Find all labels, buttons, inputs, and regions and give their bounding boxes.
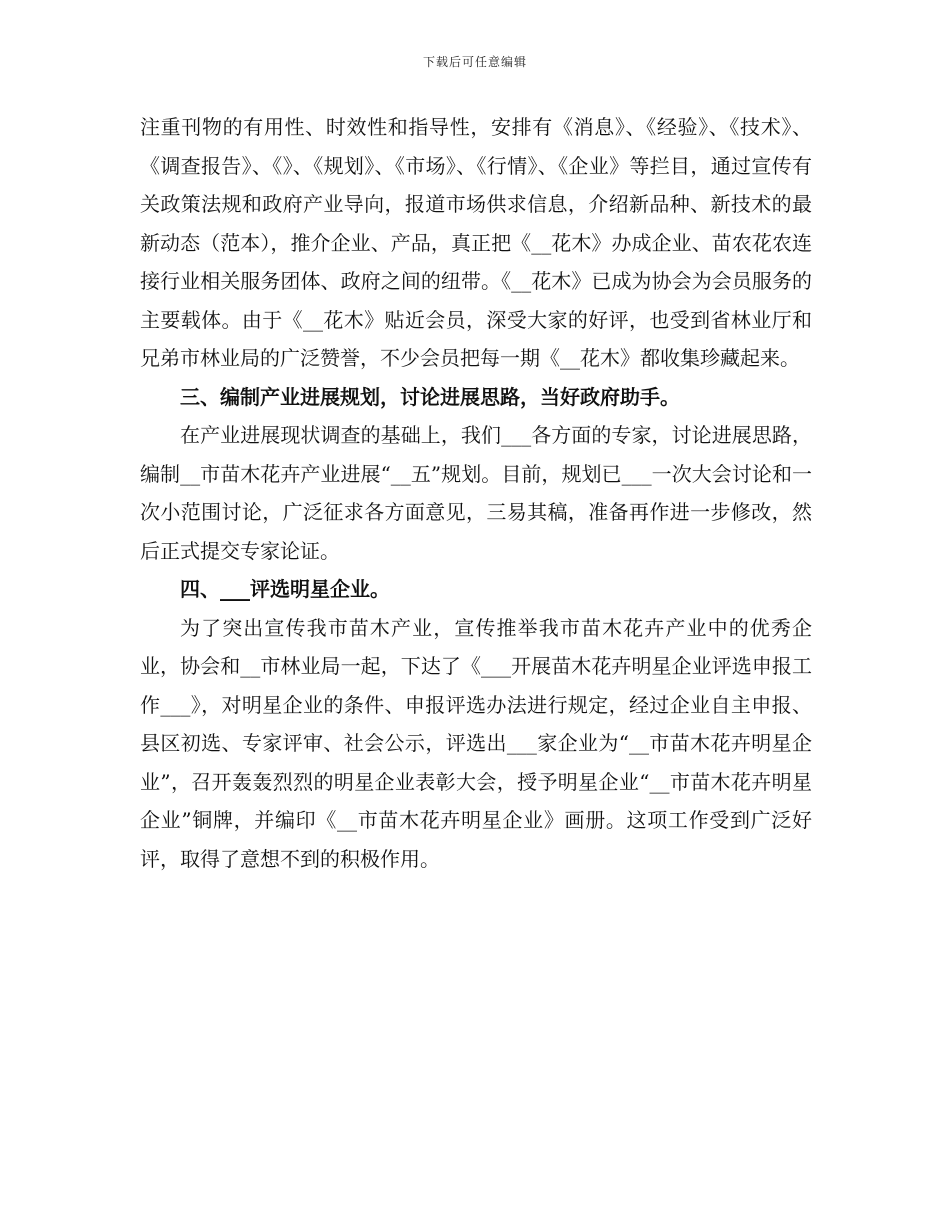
document-body — [140, 108, 812, 878]
body-paragraph-3: 为了突出宣传我市苗木产业，宣传推举我市苗木花卉产业中的优秀企业，协会和__市林业局一起，下达了《___开展苗木花卉明星企业评选申报工作___》，对明星企业的条件、申报评选办法进行规定，经过企业自主申报、县区初选、专家评审、社会公示，评选出___家企业为“__市苗木花卉明星企业”，召开轰轰烈烈的明星企业表彰大会，授予明星企业“__市苗木花卉明星企业”铜牌，并编印《__市苗木花卉明星企业》画册。这项工作受到广泛好评，取得了意想不到的积极作用。 — [140, 615, 812, 871]
body-paragraph-2: 在产业进展现状调查的基础上，我们___各方面的专家，讨论进展思路，编制__市苗木花卉产业进展“__五”规划。目前，规划已___一次大会讨论和一次小范围讨论，广泛征求各方面意见，三易其稿，准备再作进一步修改，然后正式提交专家论证。 — [140, 423, 812, 563]
page-header: 下载后可任意编辑 — [422, 55, 527, 69]
body-paragraph-1: 注重刊物的有用性、时效性和指导性，安排有《消息》、《经验》、《技术》、《调查报告》、《》、《规划》、《市场》、《行情》、《企业》等拦目，通过宣传有关政策法规和政府产业导向，报道市场供求信息，介绍新品种、新技术的最新动态（范本），推介企业、产品，真正把《__花木》办成企业、苗农花农连接行业相关服务团体、政府之间的纽带。《__花木》已成为协会为会员服务的主要载体。由于《__花木》贴近会员，深受大家的好评，也受到省林业厅和兄弟市林业局的广泛赞誉，不少会员把每一期《__花木》都收集珍藏起来。 — [140, 115, 812, 370]
section-heading-3: 三、编制产业进展规划，讨论进展思路，当好政府助手。 — [180, 384, 680, 409]
section-heading-4: 四、___评选明星企业。 — [180, 577, 390, 601]
